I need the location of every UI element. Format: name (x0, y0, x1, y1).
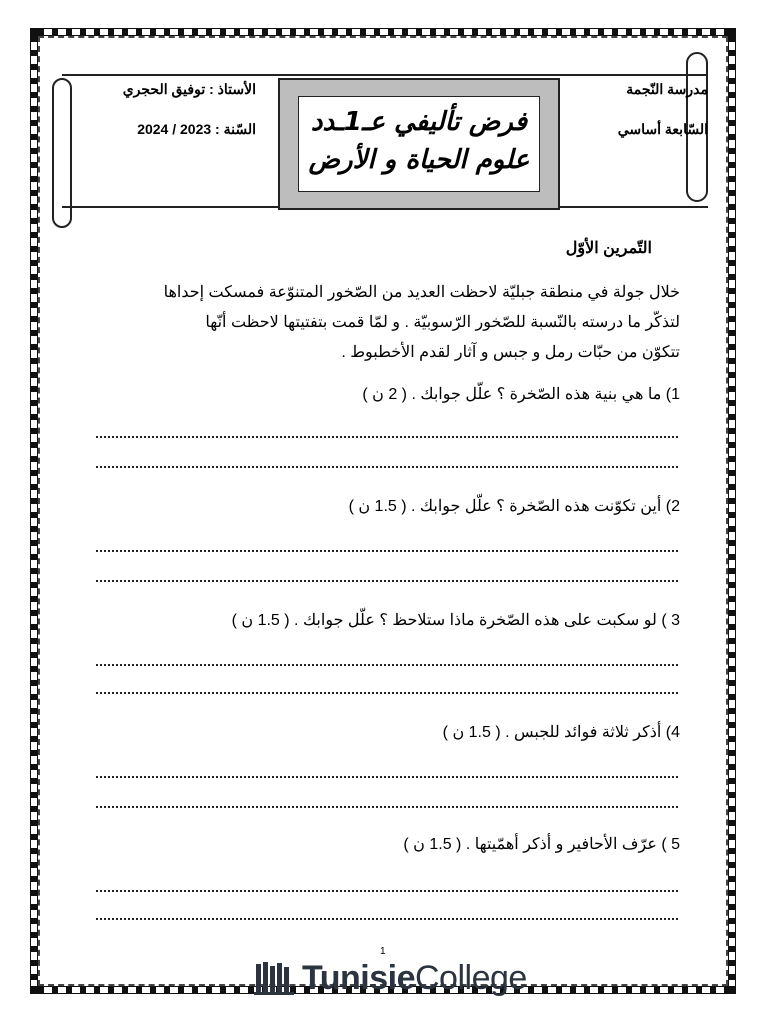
answer-line (96, 664, 678, 666)
title-plaque (278, 78, 560, 210)
logo-text-light: College (415, 958, 527, 997)
question-5: 5 ) عرّف الأحافير و أذكر أهمّيتها . ( 1.5 ن ) (403, 836, 680, 853)
answer-line (96, 890, 678, 892)
watermark-logo (254, 958, 527, 998)
scroll-curl-left (52, 78, 72, 228)
subject-title: علوم الحياة و الأرض (308, 145, 530, 175)
logo-text (302, 959, 527, 998)
border-pattern-right (729, 36, 735, 986)
question-4: 4) أذكر ثلاثة فوائد للجبس . ( 1.5 ن ) (442, 724, 680, 741)
question-3: 3 ) لو سكبت على هذه الصّخرة ماذا ستلاحظ ؟ علّل جوابك . ( 1.5 ن ) (231, 612, 680, 629)
question-1: 1) ما هي بنية هذه الصّخرة ؟ علّل جوابك . ( 2 ن ) (362, 386, 680, 403)
intro-line-2: لتذكّر ما درسته بالنّسبة للصّخور الرّسوبيّة . و لمّا قمت بتفتيتها لاحظت أنّها (205, 314, 680, 331)
school-name: مدرسة النّجمة (626, 81, 708, 97)
intro-line-1: خلال جولة في منطقة جبليّة لاحظت العديد من الصّخور المتنوّعة فمسكت إحداها (163, 284, 680, 301)
class-level: السّابعة أساسي (617, 121, 708, 137)
answer-line (96, 580, 678, 582)
answer-line (96, 776, 678, 778)
answer-line (96, 436, 678, 438)
title-plaque-inner (298, 96, 540, 192)
logo-text-bold: Tunisie (302, 958, 415, 997)
answer-line (96, 918, 678, 920)
teacher-name: الأستاذ : توفيق الحجري (122, 81, 256, 97)
page-number: 1 (380, 946, 386, 957)
books-icon (254, 960, 298, 996)
exercise-title: التّمرين الأوّل (565, 240, 652, 257)
answer-line (96, 806, 678, 808)
answer-line (96, 692, 678, 694)
answer-line (96, 466, 678, 468)
question-2: 2) أين تكوّنت هذه الصّخرة ؟ علّل جوابك . ( 1.5 ن ) (348, 498, 680, 515)
answer-line (96, 550, 678, 552)
border-pattern-left (31, 36, 37, 986)
border-pattern-top (38, 29, 728, 35)
school-year: السّنة : 2023 / 2024 (137, 121, 256, 137)
intro-line-3: تتكوّن من حبّات رمل و جبس و آثار لقدم الأخطبوط . (341, 344, 680, 361)
exam-title: فرض تأليفي عـ1ـدد (310, 107, 528, 137)
